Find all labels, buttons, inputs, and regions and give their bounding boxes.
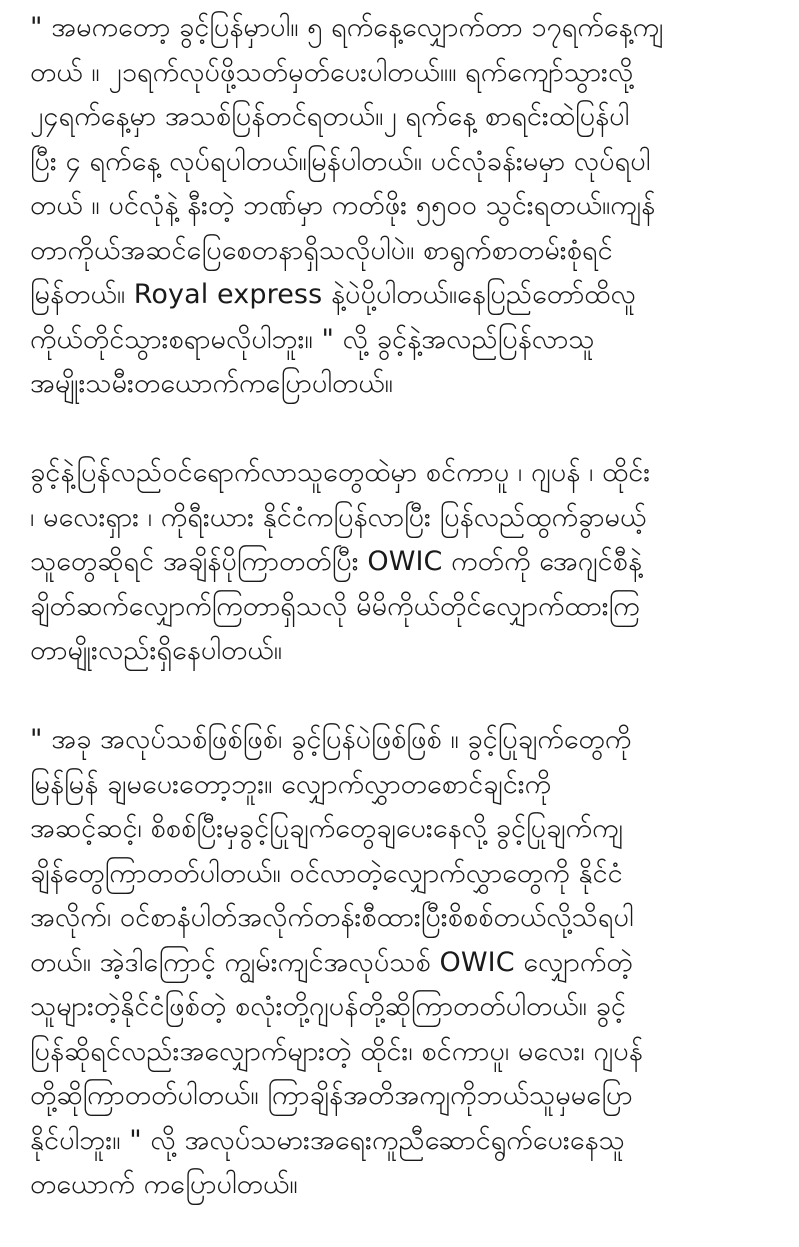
paragraph-line: တယ် ။ ပင်လုံနဲ့ နီးတဲ့ ဘဏ်မှာ ကတ်ဖိုး ၅၅၀၀ သွင်းရတယ်။ကျန် xyxy=(30,190,656,221)
paragraph-line: တယ်။ အဲ့ဒါကြောင့် ကျွမ်းကျင်အလုပ်သစ် OWIC လျှောက်တဲ့ xyxy=(30,946,633,978)
paragraph-line: ခွင့်နဲ့ပြန်လည်ဝင်ရောက်လာသူတွေထဲမှာ စင်ကာပူ ၊ ဂျပန် ၊ ထိုင်း xyxy=(30,457,651,488)
paragraph-line: ၂၄ရက်နေ့မှာ အသစ်ပြန်တင်ရတယ်။၂ ရက်နေ့ စာရင်းထဲပြန်ပါ xyxy=(30,101,630,132)
paragraph-line: တာကိုယ်အဆင်ပြေစေတနာရှိသလိုပါပဲ။ စာရွက်စာတမ်းစုံရင် xyxy=(30,234,613,266)
paragraph-line: ပြီး ၄ ရက်နေ့ လုပ်ရပါတယ်။မြန်ပါတယ်။ ပင်လုံခန်းမမှာ လုပ်ရပါ xyxy=(30,145,651,177)
paragraph-line: အဆင့်ဆင့်၊ စိစစ်ပြီးမှခွင့်ပြုချက်တွေချပေးနေလို့ ခွင့်ပြုချက်ကျ xyxy=(30,813,623,844)
paragraph-line: တို့ဆိုကြာတတ်ပါတယ်။ ကြာချိန်အတိအကျကိုဘယ်သူမှမပြော xyxy=(30,1080,633,1111)
paragraph-line: ကိုယ်တိုင်သွားစရာမလိုပါဘူး။ " လို့ ခွင့်နဲ့အလည်ပြန်လာသူ xyxy=(30,323,595,355)
paragraph-line: တာမျိုးလည်းရှိနေပါတယ်။ xyxy=(30,635,282,666)
paragraph-line: နိုင်ပါဘူး။ " လို့ အလုပ်သမားအရေးကူညီဆောင်ရွက်ပေးနေသူ xyxy=(30,1124,625,1156)
paragraph-line: " အမကတော့ ခွင့်ပြန်မှာပါ။ ၅ ရက်နေ့လျှောက်တာ ၁၇ရက်နေ့ကျ xyxy=(30,12,664,43)
paragraph-line: တယောက် ကပြောပါတယ်။ xyxy=(30,1169,298,1200)
paragraph-line: ပြန်ဆိုရင်လည်းအလျှောက်များတဲ့ ထိုင်း၊ စင်ကာပူ၊ မလေး၊ ဂျပန် xyxy=(30,1035,643,1067)
paragraph-line: သူများတဲ့နိုင်ငံဖြစ်တဲ့ စလုံးတို့ဂျပန်တို့ဆိုကြာတတ်ပါတယ်။ ခွင့် xyxy=(30,991,626,1022)
paragraph-line: မြန်တယ်။ Royal express နဲ့ပဲပို့ပါတယ်။နေပြည်တော်ထိလူ xyxy=(30,279,636,310)
paragraph-line: " အခု အလုပ်သစ်ဖြစ်ဖြစ်၊ ခွင့်ပြန်ပဲဖြစ်ဖြစ် ။ ခွင့်ပြုချက်တွေကို xyxy=(30,724,632,755)
paragraph-3 xyxy=(30,718,773,1208)
paragraph-line: တယ် ။ ၂၁ရက်လုပ်ဖို့သတ်မှတ်ပေးပါတယ်။။ ရက်ကျော်သွားလို့ xyxy=(30,56,634,88)
paragraph-line: မြန်မြန် ချမပေးတော့ဘူး။ လျှောက်လွှာတစောင်ချင်းကို xyxy=(30,768,552,800)
paragraph-line: အလိုက်၊ ဝင်စာနံပါတ်အလိုက်တန်းစီထားပြီးစိစစ်တယ်လို့သိရပါ xyxy=(30,902,634,933)
paragraph-line: ၊ မလေးရှား ၊ ကိုရီးယား နိုင်ငံကပြန်လာပြီး ပြန်လည်ထွက်ခွာမယ့် xyxy=(30,501,647,533)
paragraph-line: ချိန်တွေကြာတတ်ပါတယ်။ ဝင်လာတဲ့လျှောက်လွှာတွေကို နိုင်ငံ xyxy=(30,857,623,889)
paragraph-1 xyxy=(30,6,773,407)
paragraph-2 xyxy=(30,451,773,674)
paragraph-line: အမျိုးသမီးတယောက်ကပြောပါတယ်။ xyxy=(30,368,393,399)
paragraph-spacer xyxy=(30,407,773,452)
paragraph-line: ချိတ်ဆက်လျှောက်ကြတာရှိသလို မိမိကိုယ်တိုင်လျှောက်ထားကြ xyxy=(30,590,640,622)
paragraph-line: သူတွေဆိုရင် အချိန်ပိုကြာတတ်ပြီး OWIC ကတ်ကို အေဂျင်စီနဲ့ xyxy=(30,546,643,577)
paragraph-spacer xyxy=(30,674,773,719)
